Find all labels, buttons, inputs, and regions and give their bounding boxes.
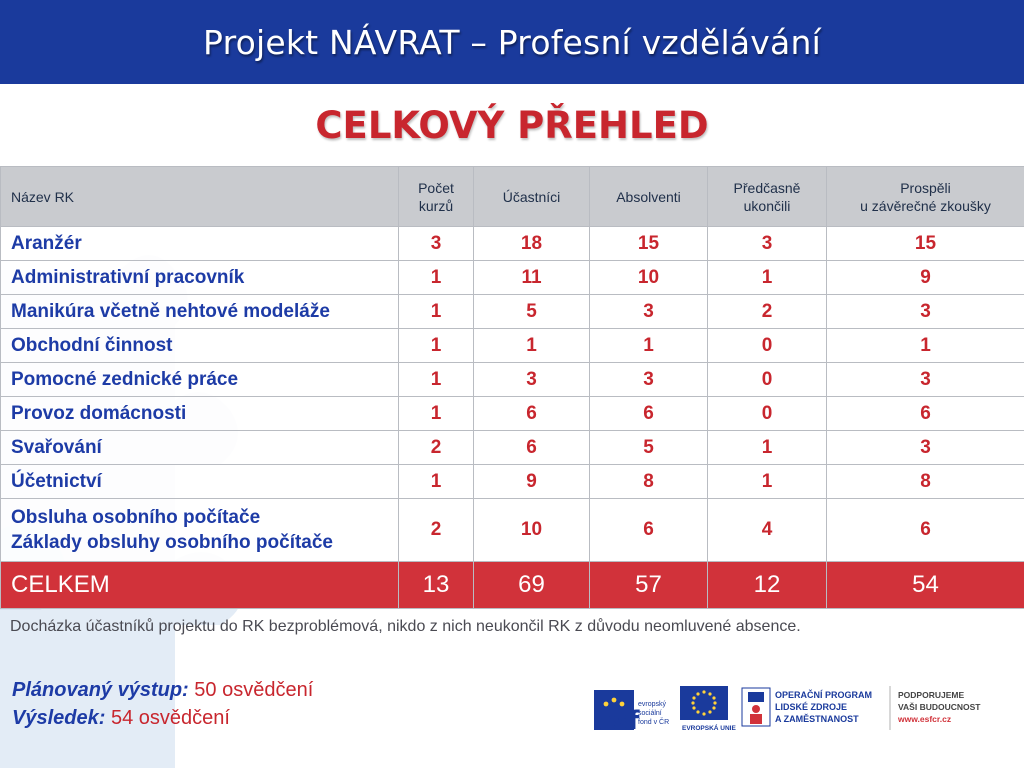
- column-header-courses: [399, 167, 474, 227]
- column-header-passed-line1: Prospěli: [900, 179, 951, 196]
- participants-cell: 6: [474, 397, 590, 431]
- course-name: Pomocné zednické práce: [1, 363, 399, 397]
- participants-cell: 6: [474, 431, 590, 465]
- op-line1: OPERAČNÍ PROGRAM: [775, 690, 873, 700]
- courses-cell: 2: [399, 499, 474, 562]
- total-early: 12: [708, 562, 827, 609]
- graduates-cell: 5: [590, 431, 708, 465]
- total-graduates: 57: [590, 562, 708, 609]
- early-cell: 1: [708, 261, 827, 295]
- title-banner: [0, 0, 1024, 84]
- course-name: [1, 499, 399, 562]
- column-header-passed: [827, 167, 1024, 227]
- passed-cell: 3: [827, 363, 1024, 397]
- esf-logo: [594, 690, 669, 736]
- planned-output-value: 50 osvědčení: [194, 679, 314, 701]
- actual-result: [12, 704, 313, 732]
- column-header-name: Název RK: [1, 167, 399, 227]
- passed-cell: 8: [827, 465, 1024, 499]
- attendance-note: Docházka účastníků projektu do RK bezproblémová, nikdo z nich neukončil RK z důvodu neomluvené absence.: [10, 618, 801, 635]
- graduates-cell: 6: [590, 499, 708, 562]
- column-header-passed-line2: u závěrečné zkoušky: [860, 197, 991, 214]
- total-row: [1, 562, 1024, 609]
- esf-caption-line3: fond v ČR: [638, 719, 670, 726]
- esf-caption-line1: evropský: [638, 701, 667, 708]
- column-header-courses-line2: kurzů: [418, 197, 454, 214]
- graduates-cell: 15: [590, 227, 708, 261]
- participants-cell: 9: [474, 465, 590, 499]
- course-name: Administrativní pracovník: [1, 261, 399, 295]
- early-cell: 3: [708, 227, 827, 261]
- participants-cell: 10: [474, 499, 590, 562]
- outcome-summary: [12, 676, 313, 732]
- graduates-cell: 6: [590, 397, 708, 431]
- op-line2: LIDSKÉ ZDROJE: [775, 702, 848, 712]
- course-name: Svařování: [1, 431, 399, 465]
- actual-result-value: 54 osvědčení: [110, 707, 230, 729]
- passed-cell: 9: [827, 261, 1024, 295]
- column-header-early-line2: ukončili: [743, 197, 791, 214]
- op-line3: A ZAMĚSTNANOST: [775, 714, 859, 724]
- table-row: [1, 431, 1024, 465]
- total-label: CELKEM: [1, 562, 399, 609]
- actual-result-label: Výsledek:: [12, 707, 106, 729]
- section-heading: CELKOVÝ PŘEHLED: [315, 104, 709, 147]
- column-header-graduates: Absolventi: [590, 167, 708, 227]
- table-row: [1, 363, 1024, 397]
- table-row: [1, 295, 1024, 329]
- passed-cell: 15: [827, 227, 1024, 261]
- graduates-cell: 10: [590, 261, 708, 295]
- early-cell: 1: [708, 431, 827, 465]
- eu-caption: EVROPSKÁ UNIE: [682, 725, 736, 732]
- participants-cell: 5: [474, 295, 590, 329]
- course-name: Aranžér: [1, 227, 399, 261]
- early-cell: 1: [708, 465, 827, 499]
- graduates-cell: 8: [590, 465, 708, 499]
- course-name-line2: Základy obsluhy osobního počítače: [11, 532, 333, 553]
- table-row: [1, 227, 1024, 261]
- column-header-courses-line1: Počet: [418, 179, 454, 196]
- eu-flag-logo: [680, 686, 736, 732]
- graduates-cell: 1: [590, 329, 708, 363]
- planned-output-label: Plánovaný výstup:: [12, 679, 189, 701]
- total-participants: 69: [474, 562, 590, 609]
- page-title: Projekt NÁVRAT – Profesní vzdělávání: [203, 22, 821, 62]
- early-cell: 0: [708, 397, 827, 431]
- passed-cell: 3: [827, 295, 1024, 329]
- course-name: Účetnictví: [1, 465, 399, 499]
- participants-cell: 1: [474, 329, 590, 363]
- early-cell: 0: [708, 329, 827, 363]
- total-courses: 13: [399, 562, 474, 609]
- esf-caption-line2: sociální: [638, 710, 662, 717]
- early-cell: 2: [708, 295, 827, 329]
- course-name: Manikúra včetně nehtové modeláže: [1, 295, 399, 329]
- courses-cell: 3: [399, 227, 474, 261]
- total-passed: 54: [827, 562, 1024, 609]
- support-slogan: [897, 690, 981, 724]
- early-cell: 4: [708, 499, 827, 562]
- courses-cell: 1: [399, 261, 474, 295]
- table-row: [1, 499, 1024, 562]
- column-header-early: [708, 167, 827, 227]
- planned-output: [12, 676, 313, 704]
- courses-cell: 1: [399, 295, 474, 329]
- passed-cell: 6: [827, 499, 1024, 562]
- course-name: Provoz domácnosti: [1, 397, 399, 431]
- passed-cell: 1: [827, 329, 1024, 363]
- table-row: [1, 329, 1024, 363]
- support-line1: PODPORUJEME: [898, 690, 965, 700]
- passed-cell: 6: [827, 397, 1024, 431]
- early-cell: 0: [708, 363, 827, 397]
- graduates-cell: 3: [590, 295, 708, 329]
- courses-cell: 1: [399, 465, 474, 499]
- op-lzz-logo: [742, 688, 872, 726]
- table-row: [1, 397, 1024, 431]
- courses-cell: 1: [399, 363, 474, 397]
- courses-cell: 1: [399, 397, 474, 431]
- overview-table: [0, 166, 1024, 609]
- courses-cell: 1: [399, 329, 474, 363]
- table-row: [1, 465, 1024, 499]
- participants-cell: 18: [474, 227, 590, 261]
- table-row: [1, 261, 1024, 295]
- course-name-line1: Obsluha osobního počítače: [11, 507, 261, 528]
- funding-logos: [592, 684, 1012, 736]
- column-header-participants: Účastníci: [474, 167, 590, 227]
- passed-cell: 3: [827, 431, 1024, 465]
- support-url: www.esfcr.cz: [898, 714, 952, 724]
- column-header-early-line1: Předčasně: [733, 179, 801, 196]
- courses-cell: 2: [399, 431, 474, 465]
- participants-cell: 11: [474, 261, 590, 295]
- table-header-row: [1, 167, 1024, 227]
- participants-cell: 3: [474, 363, 590, 397]
- support-line2: VAŠI BUDOUCNOST: [898, 702, 981, 712]
- esf-wordmark: esf: [595, 706, 640, 736]
- course-name: Obchodní činnost: [1, 329, 399, 363]
- graduates-cell: 3: [590, 363, 708, 397]
